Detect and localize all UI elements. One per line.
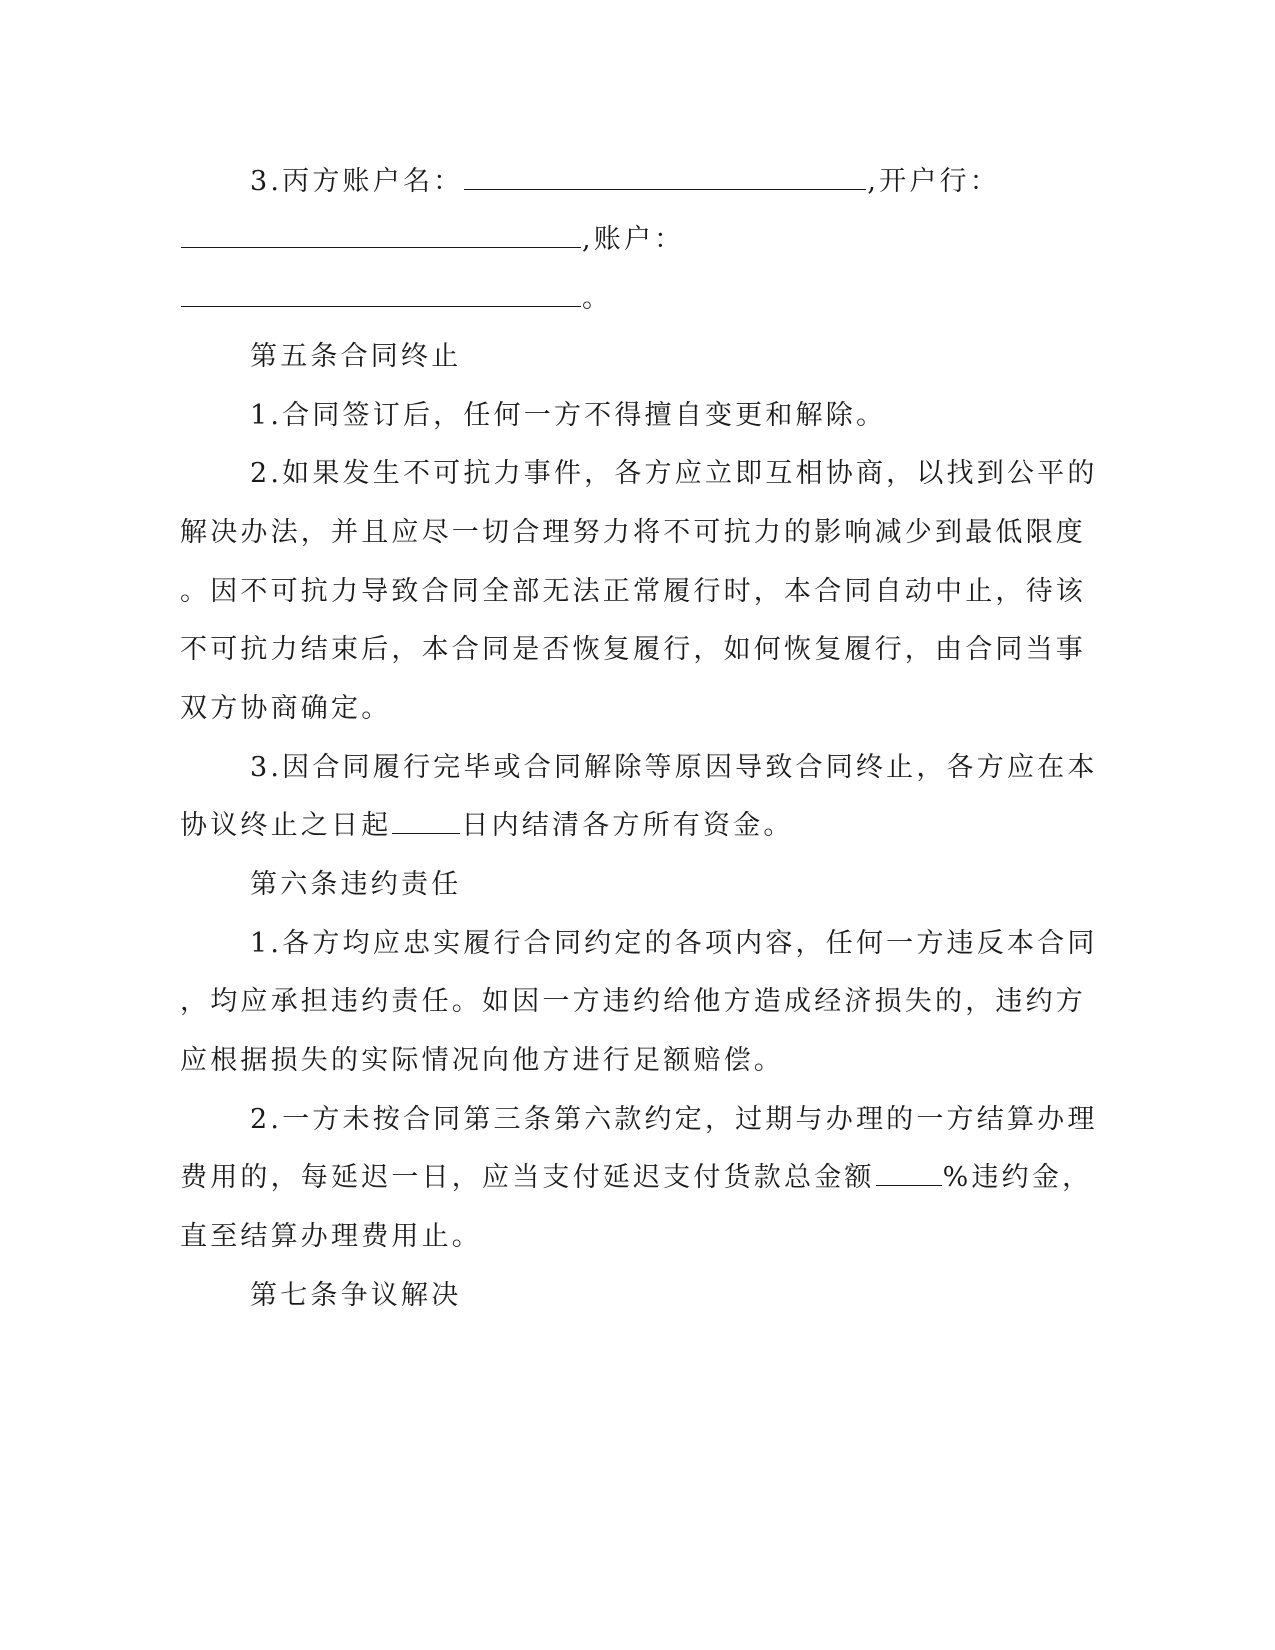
- account-number-blank[interactable]: [181, 280, 581, 307]
- article-5-item-3-line-1: 3.因合同履行完毕或合同解除等原因导致合同终止，各方应在本: [250, 752, 1098, 783]
- article-6-item-2-line-2: [180, 1158, 1092, 1198]
- article-6-item-2-pre: 费用的，每延迟一日，应当支付延迟支付货款总金额: [180, 1162, 875, 1193]
- article-6-item-1-line-1: 1.各方均应忠实履行合同约定的各项内容，任何一方违反本合同: [250, 928, 1098, 959]
- bank-blank[interactable]: [181, 221, 581, 248]
- account-number-line: [180, 279, 612, 319]
- bank-line: [180, 220, 684, 260]
- article-5-item-3-post: 日内结清各方所有资金。: [461, 810, 794, 841]
- article-5-item-2-line-5: 双方协商确定。: [180, 693, 392, 724]
- article-5-item-2-line-4: 不可抗力结束后，本合同是否恢复履行，如何恢复履行，由合同当事: [180, 634, 1086, 665]
- settlement-days-blank[interactable]: [392, 807, 460, 834]
- article-5-item-2-line-3: 。因不可抗力导致合同全部无法正常履行时，本合同自动中止，待该: [180, 576, 1086, 607]
- account-name-line: [250, 162, 1000, 202]
- account-name-blank[interactable]: [464, 163, 866, 190]
- article-6-item-1-line-3: 应根据损失的实际情况向他方进行足额赔偿。: [180, 1045, 784, 1076]
- article-5-item-2-line-2: 解决办法，并且应尽一切合理努力将不可抗力的影响减少到最低限度: [180, 517, 1086, 548]
- account-label: ,账户：: [582, 224, 685, 255]
- article-6-item-2-post: %违约金，: [942, 1162, 1093, 1193]
- article-7-heading: 第七条争议解决: [250, 1280, 462, 1311]
- article-5-item-3-pre: 协议终止之日起: [180, 810, 392, 841]
- penalty-rate-blank[interactable]: [876, 1159, 942, 1186]
- article-5-item-2-line-1: 2.如果发生不可抗力事件，各方应立即互相协商，以找到公平的: [250, 458, 1098, 489]
- article-5-heading: 第五条合同终止: [250, 341, 462, 372]
- article-6-item-2-line-1: 2.一方未按合同第三条第六款约定，过期与办理的一方结算办理: [250, 1104, 1098, 1135]
- end-mark: 。: [582, 283, 613, 314]
- article-6-item-1-line-2: ，均应承担违约责任。如因一方违约给他方造成经济损失的，违约方: [180, 986, 1086, 1017]
- article-6-item-2-line-3: 直至结算办理费用止。: [180, 1221, 482, 1252]
- article-6-heading: 第六条违约责任: [250, 869, 462, 900]
- account-name-label: 3.丙方账户名：: [250, 166, 464, 197]
- article-5-item-1: 1.合同签订后，任何一方不得擅自变更和解除。: [250, 400, 887, 431]
- bank-label: ,开户行：: [867, 166, 1000, 197]
- article-5-item-3-line-2: [180, 806, 794, 846]
